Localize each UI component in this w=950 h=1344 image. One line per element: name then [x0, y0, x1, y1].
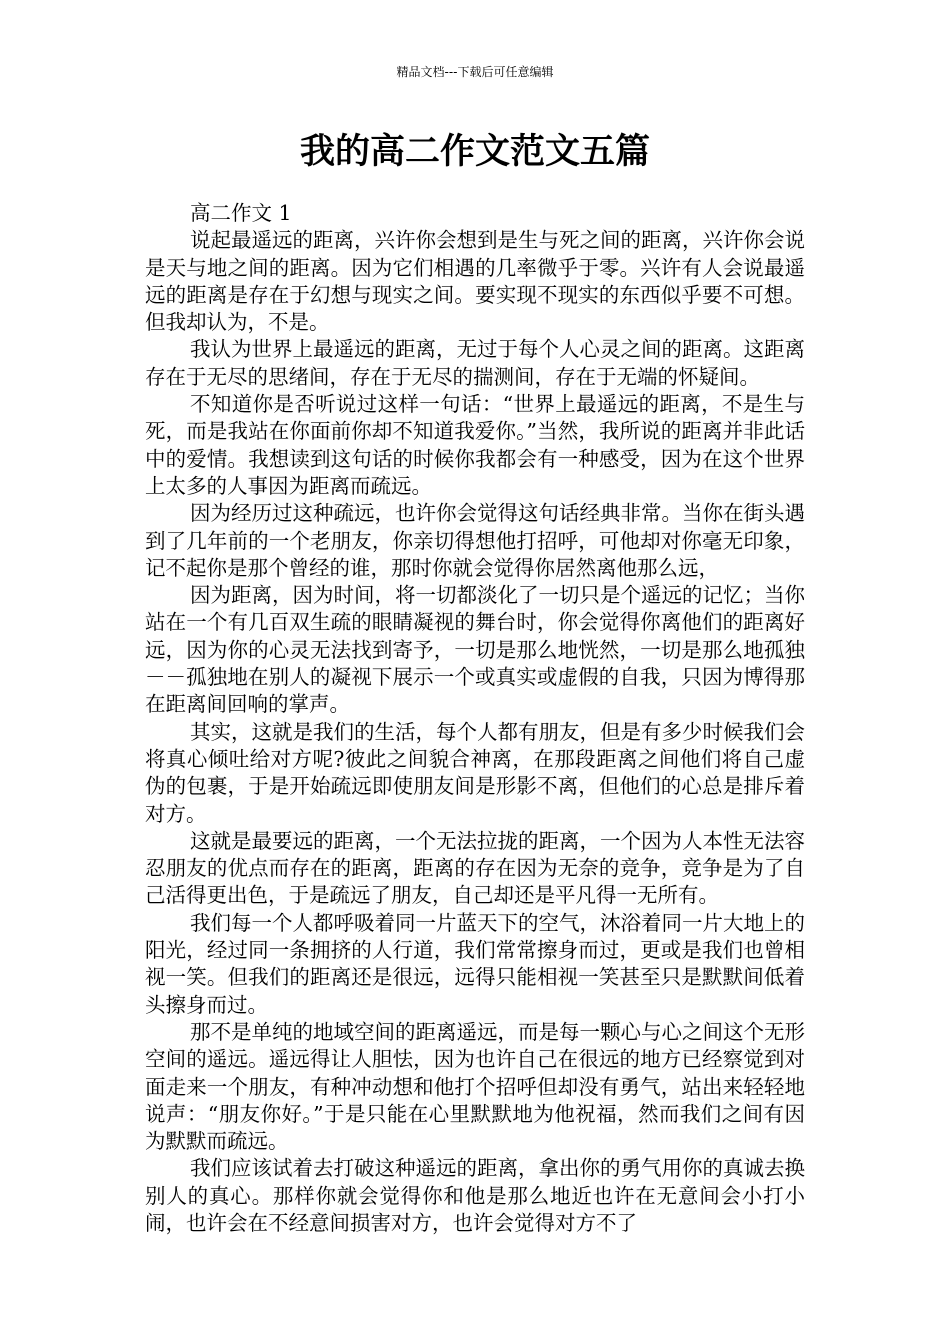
paragraph: 因为距离，因为时间，将一切都淡化了一切只是个遥远的记忆；当你站在一个有几百双生疏的眼睛凝视的舞台时，你会觉得你离他们的距离好远，因为你的心灵无法找到寄予，一切是那么地恍然，一切是那么地孤独－－孤独地在别人的凝视下展示一个或真实或虚假的自我，只因为博得那在距离间回响的掌声。 [145, 583, 805, 717]
paragraph: 不知道你是否听说过这样一句话：“世界上最遥远的距离，不是生与死，而是我站在你面前你却不知道我爱你。”当然，我所说的距离并非此话中的爱情。我想读到这句话的时候你我都会有一种感受，因为在这个世界上太多的人事因为距离而疏远。 [145, 392, 805, 498]
paragraph: 其实，这就是我们的生活，每个人都有朋友，但是有多少时候我们会将真心倾吐给对方呢?彼此之间貌合神离，在那段距离之间他们将自己虚伪的包裹，于是开始疏远即使朋友间是形影不离，但他们的心总是排斥着对方。 [145, 719, 805, 826]
paragraph: 这就是最要远的距离，一个无法拉拢的距离，一个因为人本性无法容忍朋友的优点而存在的距离，距离的存在因为无奈的竞争，竞争是为了自己活得更出色，于是疏远了朋友，自己却还是平凡得一无所有。 [145, 828, 805, 908]
paragraph: 我们应该试着去打破这种遥远的距离，拿出你的勇气用你的真诚去换别人的真心。那样你就会觉得你和他是那么地近也许在无意间会小打小闹，也许会在不经意间损害对方，也许会觉得对方不了 [145, 1156, 805, 1235]
paragraph: 说起最遥远的距离，兴许你会想到是生与死之间的距离，兴许你会说是天与地之间的距离。因为它们相遇的几率微乎于零。兴许有人会说最遥远的距离是存在于幻想与现实之间。要实现不现实的东西似乎要不可想。但我却认为，不是。 [145, 228, 805, 335]
document-body [145, 200, 805, 1237]
paragraph: 因为经历过这种疏远，也许你会觉得这句话经典非常。当你在街头遇到了几年前的一个老朋友，你亲切得想他打招呼，可他却对你毫无印象，记不起你是那个曾经的谁，那时你就会觉得你居然离他那么远， [145, 501, 805, 580]
paragraph: 那不是单纯的地域空间的距离遥远，而是每一颗心与心之间这个无形空间的遥远。遥远得让人胆怯，因为也许自己在很远的地方已经察觉到对面走来一个朋友，有种冲动想和他打个招呼但却没有勇气，站出来轻轻地说声：“朋友你好。”于是只能在心里默默地为他祝福，然而我们之间有因为默默而疏远。 [145, 1019, 805, 1154]
paragraph: 我认为世界上最遥远的距离，无过于每个人心灵之间的距离。这距离存在于无尽的思绪间，存在于无尽的揣测间，存在于无端的怀疑间。 [145, 337, 805, 389]
section-heading: 高二作文 1 [190, 201, 292, 225]
document-title: 我的高二作文范文五篇 [299, 132, 650, 172]
page-header: 精品文档---下载后可任意编辑 [396, 65, 554, 79]
paragraph: 我们每一个人都呼吸着同一片蓝天下的空气，沐浴着同一片大地上的阳光，经过同一条拥挤的人行道，我们常常擦身而过，更或是我们也曾相视一笑。但我们的距离还是很远，远得只能相视一笑甚至只是默默间低着头擦身而过。 [145, 910, 805, 1017]
